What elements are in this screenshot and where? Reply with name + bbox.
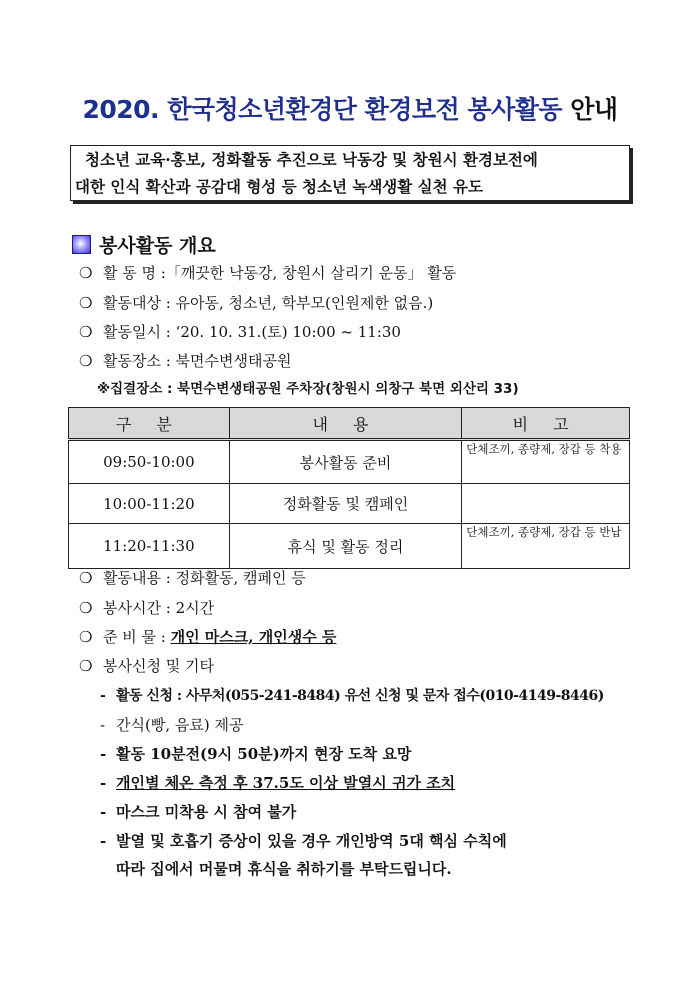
circle-bullet-icon: ❍ (79, 628, 93, 646)
cell-content: 봉사활동 준비 (229, 440, 462, 484)
overview-item-date (79, 321, 401, 343)
sub-item-text: 따라 집에서 머물며 휴식을 취하기를 부탁드립니다. (116, 860, 452, 878)
overview-item-place (79, 350, 291, 372)
overview-item-target (79, 292, 433, 314)
title-suffix: 안내 (562, 95, 618, 124)
dash-marker: - (100, 688, 106, 704)
circle-bullet-icon: ❍ (79, 599, 93, 617)
detail-item-hours (79, 597, 214, 619)
square-bullet-icon (72, 235, 91, 254)
sub-item-text: 마스크 미착용 시 참여 불가 (116, 803, 297, 821)
column-header-content: 내 용 (229, 408, 462, 440)
page-title (0, 90, 700, 126)
circle-bullet-icon: ❍ (79, 323, 93, 341)
circle-bullet-icon: ❍ (79, 294, 93, 312)
detail-value: 정화활동, 캠페인 등 (175, 569, 306, 587)
detail-value: 2시간 (175, 599, 215, 617)
sub-item-continuation (116, 857, 452, 881)
cell-content: 휴식 및 활동 정리 (229, 524, 462, 569)
summary-line-1: 청소년 교육·홍보, 정화활동 추진으로 낙동강 및 창원시 환경보전에 (85, 150, 538, 169)
overview-text: 활동대상 : 유아동, 청소년, 학부모(인원제한 없음.) (103, 294, 434, 312)
circle-bullet-icon: ❍ (79, 569, 93, 587)
gathering-note: ※집결장소 : 북면수변생태공원 주차장(창원시 의창구 북면 외산리 33) (97, 381, 519, 397)
column-header-remarks: 비 고 (462, 408, 630, 440)
detail-label: 준 비 물 : (103, 628, 171, 646)
circle-bullet-icon: ❍ (79, 657, 93, 675)
dash-marker: - (100, 745, 107, 763)
detail-item-application (79, 655, 214, 677)
cell-time: 09:50-10:00 (69, 440, 230, 484)
summary-line-2: 대한 인식 확산과 공감대 형성 등 청소년 녹색생활 실천 유도 (75, 177, 483, 196)
dash-marker: - (100, 774, 107, 792)
overview-text: 활동장소 : 북면수변생태공원 (103, 352, 292, 370)
detail-item-content (79, 567, 306, 589)
detail-value: 봉사신청 및 기타 (103, 657, 214, 675)
schedule-table (68, 407, 630, 569)
overview-text: 활 동 명 :「깨끗한 낙동강, 창원시 살리기 운동」 활동 (103, 264, 457, 282)
sub-item (100, 713, 243, 737)
cell-note (462, 484, 630, 524)
sub-item (100, 684, 604, 708)
sub-item-text: 개인별 체온 측정 후 37.5도 이상 발열시 귀가 조치 (116, 774, 456, 792)
sub-item (100, 829, 507, 853)
cell-time: 10:00-11:20 (69, 484, 230, 524)
circle-bullet-icon: ❍ (79, 264, 93, 282)
detail-label: 활동내용 : (103, 569, 176, 587)
overview-text: 활동일시 : ‘20. 10. 31.(토) 10:00 ~ 11:30 (103, 323, 401, 341)
sub-item (100, 800, 296, 824)
dash-marker: - (100, 832, 107, 850)
sub-item (100, 742, 411, 766)
table-row (69, 524, 630, 569)
column-header-category: 구 분 (69, 408, 230, 440)
dash-marker: - (100, 803, 107, 821)
sub-item (100, 771, 455, 795)
dash-marker: - (100, 716, 106, 734)
table-header-row (69, 408, 630, 440)
table-row (69, 440, 630, 484)
circle-bullet-icon: ❍ (79, 352, 93, 370)
sub-item-text: 활동 신청 : 사무처(055-241-8484) 유선 신청 및 문자 접수(010-4149-8446) (116, 688, 604, 704)
overview-item-name (79, 262, 456, 284)
table-row (69, 484, 630, 524)
summary-box (70, 145, 630, 201)
cell-content: 정화활동 및 캠페인 (229, 484, 462, 524)
sub-item-text: 발열 및 호흡기 증상이 있을 경우 개인방역 5대 핵심 수칙에 (116, 832, 507, 850)
sub-item-text: 간식(빵, 음료) 제공 (116, 716, 244, 734)
cell-note: 단체조끼, 종량제, 장갑 등 착용 (462, 440, 630, 484)
section-heading (72, 232, 216, 256)
detail-label: 봉사시간 : (103, 599, 176, 617)
title-main: 2020. 한국청소년환경단 환경보전 봉사활동 (82, 95, 563, 124)
sub-item-text: 활동 10분전(9시 50분)까지 현장 도착 요망 (116, 745, 412, 763)
section-heading-text: 봉사활동 개요 (99, 234, 216, 257)
cell-time: 11:20-11:30 (69, 524, 230, 569)
detail-value: 개인 마스크, 개인생수 등 (170, 628, 337, 646)
cell-note: 단체조끼, 종량제, 장갑 등 반납 (462, 524, 630, 569)
detail-item-supplies (79, 626, 336, 648)
